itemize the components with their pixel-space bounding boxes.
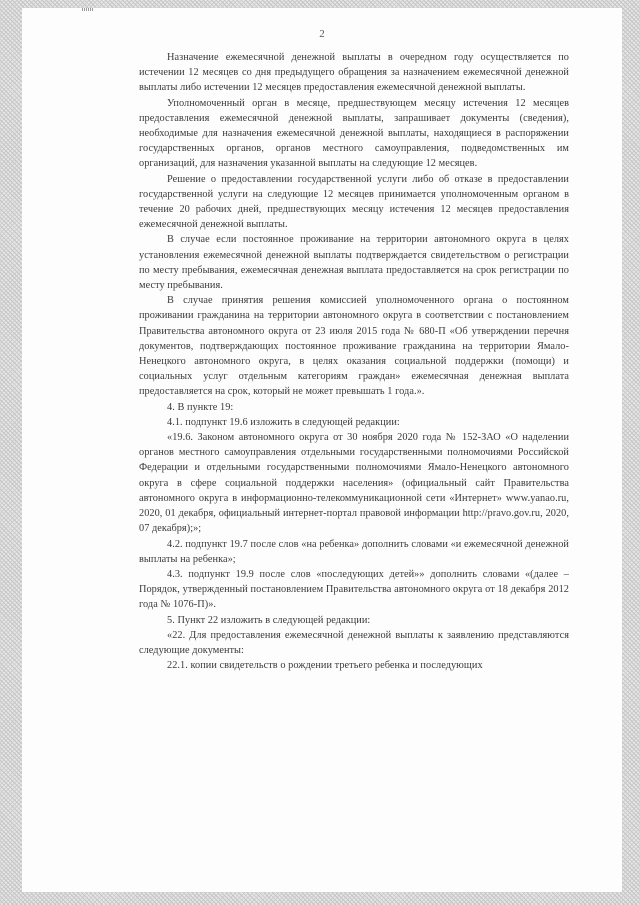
paragraph: 4.2. подпункт 19.7 после слов «на ребенка» дополнить словами «и ежемесячной денежной выплаты на ребенка»;: [139, 538, 569, 565]
paragraph: В случае принятия решения комиссией уполномоченного органа о постоянном проживании гражданина на территории автономного округа в соответствии с постановлением Правительства автономного округа от 23 июля 2015 года № 680-П «Об утверждении перечня документов, подтверждающих постоянное проживание гражданина на территории Ямало-Ненецкого автономного округа, в целях оказания социальной поддержки (помощи) и социальных услуг отдельным категориям граждан» ежемесячная денежная выплата предоставляется на срок, который не может превышать 1 года.».: [139, 295, 569, 398]
paragraph: В случае если постоянное проживание на территории автономного округа в целях установления ежемесячной денежной выплаты подтверждается свидетельством о регистрации по месту пребывания, ежемесячная денежная выплата предоставляется на срок регистрации по месту пребывания.: [139, 234, 569, 292]
scan-artifact: [82, 8, 94, 11]
paragraph: 22.1. копии свидетельств о рождении третьего ребенка и последующих: [167, 660, 483, 672]
paragraph: 4. В пункте 19:: [167, 401, 234, 413]
document-body: [139, 50, 569, 673]
page-number: 2: [319, 28, 325, 40]
document-page: [22, 8, 622, 892]
paragraph: 4.3. подпункт 19.9 после слов «последующих детей»» дополнить словами «(далее – Порядок, утвержденный постановлением Правительства автономного округа от 18 декабря 2012 года № 1076-П)».: [139, 568, 569, 611]
paragraph: Назначение ежемесячной денежной выплаты в очередном году осуществляется по истечении 12 месяцев со дня предыдущего обращения за назначением ежемесячной денежной выплаты либо истечении 12 месяцев предоставления ежемесячной денежной выплаты.: [139, 52, 569, 94]
paragraph: «22. Для предоставления ежемесячной денежной выплаты к заявлению представляются следующие документы:: [139, 629, 569, 656]
paragraph: 5. Пункт 22 изложить в следующей редакции:: [167, 614, 371, 626]
paragraph: Решение о предоставлении государственной услуги либо об отказе в предоставлении государственной услуги на следующие 12 месяцев принимается уполномоченным органом в течение 20 рабочих дней, предшествующих месяцу истечения 12 месяцев предоставления ежемесячной денежной выплаты.: [139, 173, 569, 231]
paragraph: 4.1. подпункт 19.6 изложить в следующей редакции:: [167, 416, 400, 428]
paragraph: Уполномоченный орган в месяце, предшествующем месяцу истечения 12 месяцев предоставления ежемесячной денежной выплаты, запрашивает документы (сведения), необходимые для назначения ежемесячной денежной выплаты, находящиеся в распоряжении государственных органов, органов местного самоуправления, подведомственных им организаций, для назначения указанной выплаты на следующие 12 месяцев.: [139, 97, 569, 170]
paragraph: «19.6. Законом автономного округа от 30 ноября 2020 года № 152-ЗАО «О наделении органов местного самоуправления отдельными государственными полномочиями Российской Федерации и отдельными государственными полномочиями Ямало-Ненецкого автономного округа в сфере социальной поддержки населения» (официальный сайт Правительства автономного округа в информационно-телекоммуникационной сети «Интернет» www.yanao.ru, 2020, 01 декабря, официальный интернет-портал правовой информации http://pravo.gov.ru, 2020, 07 декабря);»;: [139, 432, 569, 535]
